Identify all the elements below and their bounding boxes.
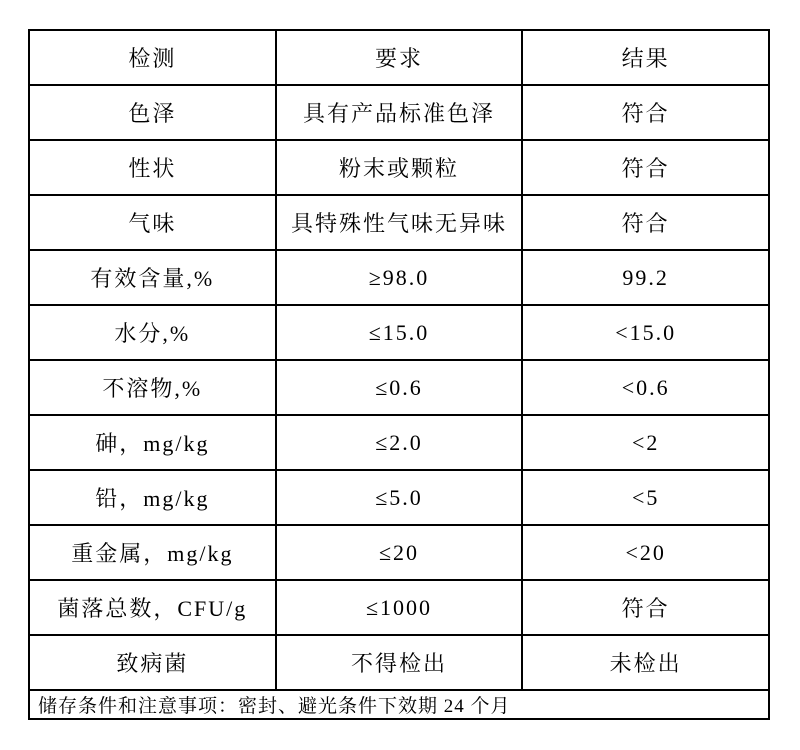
- cell-test: 性状: [30, 141, 277, 194]
- table-row: [30, 526, 768, 581]
- cell-result: <15.0: [615, 319, 677, 345]
- cell-requirement: ≤1000: [277, 581, 524, 634]
- inspection-table: [28, 29, 770, 720]
- cell-test: 致病菌: [30, 636, 277, 689]
- header-test: 检测: [30, 31, 277, 84]
- header-result: 结果: [621, 46, 670, 71]
- cell-test: 菌落总数，CFU/g: [30, 581, 277, 634]
- cell-test: 不溶物,%: [30, 361, 277, 414]
- table-row: [30, 86, 768, 141]
- cell-requirement: ≤2.0: [277, 416, 524, 469]
- cell-requirement: 具特殊性气味无异味: [277, 196, 524, 249]
- cell-result: <2: [631, 429, 660, 455]
- cell-requirement: ≤0.6: [277, 361, 524, 414]
- cell-result: <5: [631, 484, 660, 510]
- cell-result: <0.6: [621, 374, 670, 400]
- cell-result: <20: [625, 539, 666, 565]
- cell-requirement: ≤20: [277, 526, 524, 579]
- storage-conditions-note: 储存条件和注意事项：密封、避光条件下效期 24 个月: [38, 696, 511, 717]
- cell-test: 有效含量,%: [30, 251, 277, 304]
- cell-test: 色泽: [30, 86, 277, 139]
- cell-result: 未检出: [609, 651, 682, 676]
- table-row: [30, 636, 768, 691]
- table-row: [30, 306, 768, 361]
- cell-test: 砷，mg/kg: [30, 416, 277, 469]
- cell-requirement: ≥98.0: [277, 251, 524, 304]
- cell-result: 符合: [621, 156, 670, 181]
- cell-result: 99.2: [622, 264, 669, 290]
- table-header-row: [30, 31, 768, 86]
- cell-requirement: 不得检出: [277, 636, 524, 689]
- cell-test: 气味: [30, 196, 277, 249]
- cell-test: 重金属，mg/kg: [30, 526, 277, 579]
- cell-requirement: ≤15.0: [277, 306, 524, 359]
- table-row: [30, 581, 768, 636]
- cell-requirement: ≤5.0: [277, 471, 524, 524]
- cell-result: 符合: [621, 101, 670, 126]
- cell-result: 符合: [621, 211, 670, 236]
- table-row: [30, 196, 768, 251]
- header-requirement: 要求: [277, 31, 524, 84]
- table-row: [30, 416, 768, 471]
- cell-result: 符合: [621, 596, 670, 621]
- table-row: [30, 361, 768, 416]
- cell-requirement: 具有产品标准色泽: [277, 86, 524, 139]
- table-row: [30, 471, 768, 526]
- cell-test: 铅，mg/kg: [30, 471, 277, 524]
- cell-requirement: 粉末或颗粒: [277, 141, 524, 194]
- table-row: [30, 141, 768, 196]
- cell-test: 水分,%: [30, 306, 277, 359]
- table-row: [30, 251, 768, 306]
- table-footer-row: [30, 691, 768, 718]
